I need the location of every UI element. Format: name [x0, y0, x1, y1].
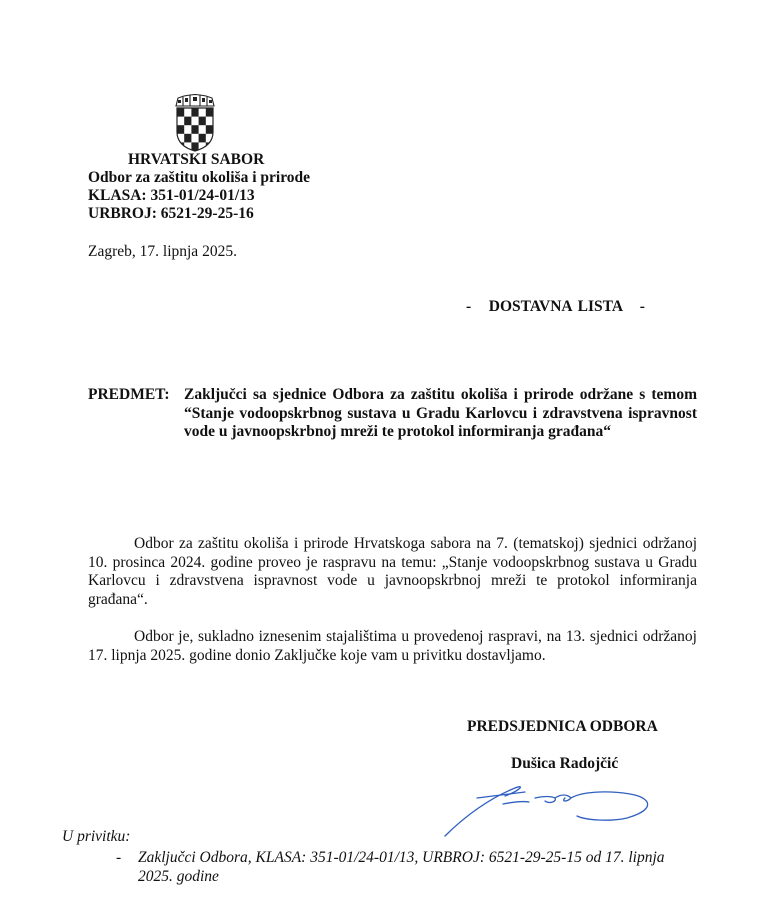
letter-header [88, 151, 310, 223]
subject-text: Zaključci sa sjednice Odbora za zaštitu okoliša i prirode održane s temom “Stanje vodoopskrbnog sustava u Gradu Karlovcu i zdravstvena ispravnost vode u javnoopskrbnoj mreži te protokol informiranja građana“ [184, 386, 697, 440]
institution-name: HRVATSKI SABOR [128, 151, 265, 168]
subject-label: PREDMET: [88, 386, 170, 403]
signatory-name: Dušica Radojčić [511, 755, 619, 772]
attachment-bullet: - [116, 849, 122, 866]
distribution-list-title: - DOSTAVNA LISTA - [466, 298, 645, 315]
urbroj-number: URBROJ: 6521-29-25-16 [88, 205, 254, 222]
klasa-number: KLASA: 351-01/24-01/13 [88, 187, 255, 204]
signature-icon [405, 776, 655, 841]
signatory-title: PREDSJEDNICA ODBORA [467, 718, 658, 735]
attachment-item-text: Zaključci Odbora, KLASA: 351-01/24-01/13, URBROJ: 6521-29-25-15 od 17. lipnja 2025. godine [138, 849, 665, 885]
committee-name: Odbor za zaštitu okoliša i prirode [88, 169, 311, 186]
body-paragraph-2: Odbor je, sukladno iznesenim stajalištima u provedenoj raspravi, na 13. sjednici održanoj 17. lipnja 2025. godine donio Zaključke koje vam u privitku dostavljamo. [88, 628, 697, 664]
attachment-label: U privitku: [62, 828, 131, 845]
body-paragraph-1: Odbor za zaštitu okoliša i prirode Hrvatskoga sabora na 7. (tematskoj) sjednici održanoj 10. prosinca 2024. godine proveo je raspravu na temu: „Stanje vodoopskrbnog sustava u Gradu Karlovcu i zdravstvena ispravnost vode u javnoopskrbnoj mreži te protokol informiranja građana“. [88, 535, 697, 608]
letter-date: Zagreb, 17. lipnja 2025. [88, 243, 237, 260]
coat-of-arms-icon [174, 92, 216, 152]
attachment-item [118, 849, 698, 886]
